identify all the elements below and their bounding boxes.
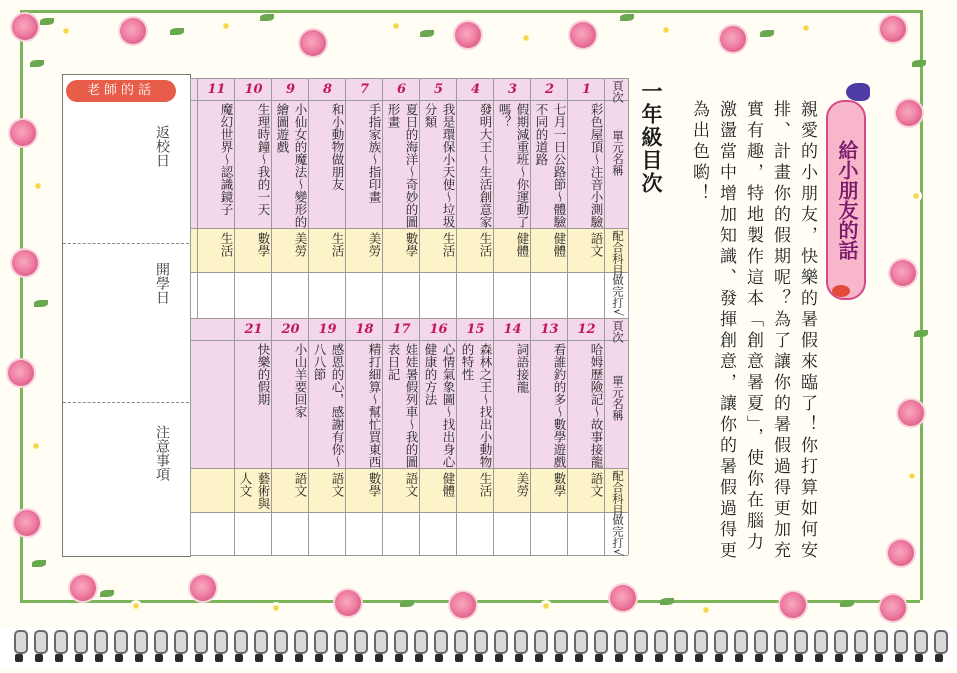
unit-title: 七月一日公路節～體驗不同的道路	[534, 103, 567, 228]
binding-ring	[814, 630, 828, 654]
binding-ring	[694, 630, 708, 654]
page-header: 頁次	[611, 320, 625, 343]
binding-hole	[375, 654, 383, 662]
page-number: 15	[466, 322, 485, 337]
subject-label: 美勞	[293, 232, 308, 257]
notes-label: 注意事項	[154, 425, 170, 481]
binding-ring	[654, 630, 668, 654]
binding-hole	[435, 654, 443, 662]
binding-ring	[494, 630, 508, 654]
toc-entry-column	[308, 318, 346, 555]
binding-ring	[434, 630, 448, 654]
toc-entry-column	[308, 78, 346, 318]
done-checkbox-cell[interactable]	[568, 272, 605, 316]
unit-title: 看誰釣的多～數學遊戲	[552, 343, 567, 468]
done-checkbox-cell[interactable]	[494, 272, 531, 316]
subject-label: 語文	[293, 472, 308, 497]
binding-ring	[314, 630, 328, 654]
divider	[63, 243, 189, 244]
toc-entry-column	[345, 78, 383, 318]
divider	[63, 402, 189, 403]
page-number: 18	[355, 322, 374, 337]
done-checkbox-cell[interactable]	[272, 272, 309, 316]
binding-ring	[474, 630, 488, 654]
binding-ring	[754, 630, 768, 654]
binding-ring	[834, 630, 848, 654]
page-number: 17	[392, 322, 411, 337]
unit-title: 生理時鐘～我的一天	[256, 103, 271, 216]
binding-hole	[635, 654, 643, 662]
binding-hole	[535, 654, 543, 662]
done-checkbox-cell[interactable]	[494, 512, 531, 556]
binding-ring	[934, 630, 948, 654]
binding-ring	[554, 630, 568, 654]
binding-hole	[35, 654, 43, 662]
binding-ring	[614, 630, 628, 654]
binding-hole	[135, 654, 143, 662]
done-checkbox-cell[interactable]	[383, 512, 420, 556]
binding-hole	[335, 654, 343, 662]
binding-ring	[574, 630, 588, 654]
subject-label: 健體	[441, 472, 456, 497]
unit-title: 娃娃暑假列車～我的圖表日記	[386, 343, 419, 468]
toc-entry-column	[530, 318, 568, 555]
subject-label: 語文	[589, 472, 604, 497]
toc-entry-column	[197, 78, 235, 318]
binding-hole	[795, 654, 803, 662]
subject-label: 語文	[330, 472, 345, 497]
toc-entry-column	[271, 318, 309, 555]
binding-ring	[774, 630, 788, 654]
subject-label: 美勞	[515, 472, 530, 497]
done-checkbox-cell[interactable]	[568, 512, 605, 556]
page-number: 2	[544, 82, 555, 97]
subject-label: 藝術與人文	[238, 472, 271, 510]
binding-ring	[194, 630, 208, 654]
binding-ring	[714, 630, 728, 654]
unit-title: 小仙女的魔法～變形的繪圖遊戲	[275, 103, 308, 228]
unit-header: 單元名稱	[611, 375, 625, 421]
page-number: 4	[470, 82, 481, 97]
binding-hole	[95, 654, 103, 662]
binding-ring	[54, 630, 68, 654]
unit-title: 發明大王～生活創意家	[478, 103, 493, 228]
subject-header: 配合科目	[611, 470, 625, 516]
binding-hole	[55, 654, 63, 662]
binding-ring	[294, 630, 308, 654]
subject-label: 數學	[367, 472, 382, 497]
binding-hole	[75, 654, 83, 662]
binding-ring	[874, 630, 888, 654]
page-header: 頁次	[611, 80, 625, 103]
binding-hole	[895, 654, 903, 662]
binding-hole	[275, 654, 283, 662]
binding-ring	[174, 630, 188, 654]
binding-hole	[915, 654, 923, 662]
unit-title: 假期減重班～你運動了嗎？	[497, 103, 530, 228]
page-number: 20	[281, 322, 300, 337]
done-checkbox-cell[interactable]	[420, 272, 457, 316]
unit-title: 心情氣象圖～找出身心健康的方法	[423, 343, 456, 468]
page-number: 7	[359, 82, 370, 97]
binding-ring	[634, 630, 648, 654]
binding-hole	[575, 654, 583, 662]
binding-hole	[875, 654, 883, 662]
binding-ring	[234, 630, 248, 654]
done-checkbox-cell[interactable]	[531, 272, 568, 316]
binding-ring	[254, 630, 268, 654]
binding-ring	[534, 630, 548, 654]
binding-ring	[794, 630, 808, 654]
binding-ring	[334, 630, 348, 654]
subject-label: 健體	[552, 232, 567, 257]
subject-label: 美勞	[367, 232, 382, 257]
binding-ring	[514, 630, 528, 654]
binding-hole	[695, 654, 703, 662]
unit-title: 彩色屋頂～注音小測驗	[589, 103, 604, 228]
done-checkbox-cell[interactable]	[457, 272, 494, 316]
toc-entry-column	[382, 78, 420, 318]
binding-hole	[395, 654, 403, 662]
binding-ring	[854, 630, 868, 654]
toc-entry-column	[419, 78, 457, 318]
toc-entry-column	[419, 318, 457, 555]
binding-hole	[775, 654, 783, 662]
binding-hole	[195, 654, 203, 662]
subject-label: 語文	[589, 232, 604, 257]
binding-hole	[495, 654, 503, 662]
unit-title: 哈姆歷險記～故事接龍	[589, 343, 604, 468]
page-number: 12	[577, 322, 596, 337]
binding-hole	[855, 654, 863, 662]
toc-entry-column	[456, 78, 494, 318]
binding-ring	[454, 630, 468, 654]
subject-label: 數學	[404, 232, 419, 257]
done-checkbox-cell[interactable]	[420, 512, 457, 556]
unit-title: 快樂的假期	[256, 343, 271, 406]
page-number: 19	[318, 322, 337, 337]
binding-ring	[134, 630, 148, 654]
page-number: 14	[503, 322, 522, 337]
binding-ring	[674, 630, 688, 654]
teacher-notes-heading: 老師的話	[66, 80, 176, 102]
binding-hole	[295, 654, 303, 662]
unit-title: 小山羊要回家	[293, 343, 308, 418]
binding-hole	[455, 654, 463, 662]
binding-hole	[355, 654, 363, 662]
subject-label: 生活	[478, 232, 493, 257]
page-number: 5	[433, 82, 444, 97]
done-checkbox-cell[interactable]	[198, 272, 235, 316]
binding-ring	[114, 630, 128, 654]
binding-ring	[154, 630, 168, 654]
binding-hole	[755, 654, 763, 662]
binding-hole	[155, 654, 163, 662]
binding-ring	[914, 630, 928, 654]
binding-hole	[215, 654, 223, 662]
binding-hole	[835, 654, 843, 662]
binding-ring	[94, 630, 108, 654]
subject-label: 健體	[515, 232, 530, 257]
done-header: 做完打√	[611, 514, 625, 556]
done-checkbox-cell[interactable]	[346, 272, 383, 316]
binding-ring	[394, 630, 408, 654]
unit-title: 感恩的心，感謝有你～八八節	[312, 343, 345, 468]
binding-ring	[214, 630, 228, 654]
toc-entry-column	[271, 78, 309, 318]
done-header: 做完打√	[611, 274, 625, 316]
toc-entry-column	[567, 78, 605, 318]
unit-title: 詞語接龍	[515, 343, 530, 393]
page-number: 3	[507, 82, 518, 97]
subject-label: 生活	[219, 232, 234, 257]
done-checkbox-cell[interactable]	[531, 512, 568, 556]
done-checkbox-cell[interactable]	[272, 512, 309, 556]
letter-body: 親愛的小朋友，快樂的暑假來臨了！你打算如何安排、計畫你的假期呢？為了讓你的暑假過得更加充實有趣，特地製作這本「創意暑夏」，使你在腦力激盪當中增加知識、發揮創意，讓你的暑假過得更為出色喲！	[689, 100, 817, 562]
unit-title: 我是環保小天使～垃圾分類	[423, 103, 456, 228]
binding-hole	[815, 654, 823, 662]
done-checkbox-cell[interactable]	[309, 272, 346, 316]
unit-title: 精打細算～幫忙買東西	[367, 343, 382, 468]
binding-ring	[34, 630, 48, 654]
done-checkbox-cell[interactable]	[383, 272, 420, 316]
return-day-label: 返校日	[154, 125, 170, 167]
binding-hole	[475, 654, 483, 662]
binding-hole	[255, 654, 263, 662]
subject-label: 數學	[552, 472, 567, 497]
binding-hole	[675, 654, 683, 662]
toc-title: 一年級目次	[639, 80, 663, 195]
unit-title: 森林之王～找出小動物的特性	[460, 343, 493, 468]
binding-hole	[615, 654, 623, 662]
toc-entry-column	[456, 318, 494, 555]
page-number: 10	[244, 82, 263, 97]
toc-entry-column	[493, 78, 531, 318]
binding-hole	[595, 654, 603, 662]
done-checkbox-cell[interactable]	[235, 512, 272, 556]
teacher-notes-panel	[62, 74, 191, 557]
letter-title: 給小朋友的話	[826, 100, 866, 300]
crab-icon	[832, 285, 850, 297]
subject-label: 數學	[256, 232, 271, 257]
done-checkbox-cell[interactable]	[457, 512, 494, 556]
unit-title: 和小動物做朋友	[330, 103, 345, 191]
subject-header: 配合科目	[611, 230, 625, 276]
done-checkbox-cell[interactable]	[309, 512, 346, 556]
toc-entry-column	[493, 318, 531, 555]
page-number: 9	[285, 82, 296, 97]
toc-entry-column	[382, 318, 420, 555]
binding-hole	[415, 654, 423, 662]
binding-ring	[14, 630, 28, 654]
binding-ring	[894, 630, 908, 654]
binding-hole	[735, 654, 743, 662]
binding-ring	[374, 630, 388, 654]
subject-label: 生活	[441, 232, 456, 257]
page-number: 6	[396, 82, 407, 97]
binding-hole	[935, 654, 943, 662]
binding-hole	[315, 654, 323, 662]
school-start-label: 開學日	[154, 262, 170, 304]
page-number: 16	[429, 322, 448, 337]
unit-header: 單元名稱	[611, 130, 625, 176]
binding-ring	[354, 630, 368, 654]
toc-entry-column	[530, 78, 568, 318]
binding-hole	[655, 654, 663, 662]
binding-ring	[414, 630, 428, 654]
subject-label: 語文	[404, 472, 419, 497]
toc-entry-column	[234, 318, 272, 555]
binding-hole	[515, 654, 523, 662]
subject-label: 生活	[330, 232, 345, 257]
binding-hole	[115, 654, 123, 662]
unit-title: 夏日的海洋～奇妙的圖形畫	[386, 103, 419, 228]
done-checkbox-cell[interactable]	[235, 272, 272, 316]
toc-entry-column	[345, 318, 383, 555]
page-number: 1	[581, 82, 592, 97]
toc-entry-column	[234, 78, 272, 318]
page-number: 13	[540, 322, 559, 337]
page-number: 11	[207, 82, 226, 97]
binding-ring	[594, 630, 608, 654]
binding-hole	[15, 654, 23, 662]
page-number: 21	[244, 322, 263, 337]
fish-icon	[846, 83, 870, 101]
unit-title: 手指家族～指印畫	[367, 103, 382, 203]
binding-hole	[715, 654, 723, 662]
binding-ring	[734, 630, 748, 654]
binding-hole	[235, 654, 243, 662]
binding-hole	[175, 654, 183, 662]
subject-label: 生活	[478, 472, 493, 497]
binding-ring	[274, 630, 288, 654]
page-number: 8	[322, 82, 333, 97]
unit-title: 魔幻世界～認識鏡子	[219, 103, 234, 216]
toc-entry-column	[567, 318, 605, 555]
done-checkbox-cell[interactable]	[346, 512, 383, 556]
binding-hole	[555, 654, 563, 662]
binding-ring	[74, 630, 88, 654]
